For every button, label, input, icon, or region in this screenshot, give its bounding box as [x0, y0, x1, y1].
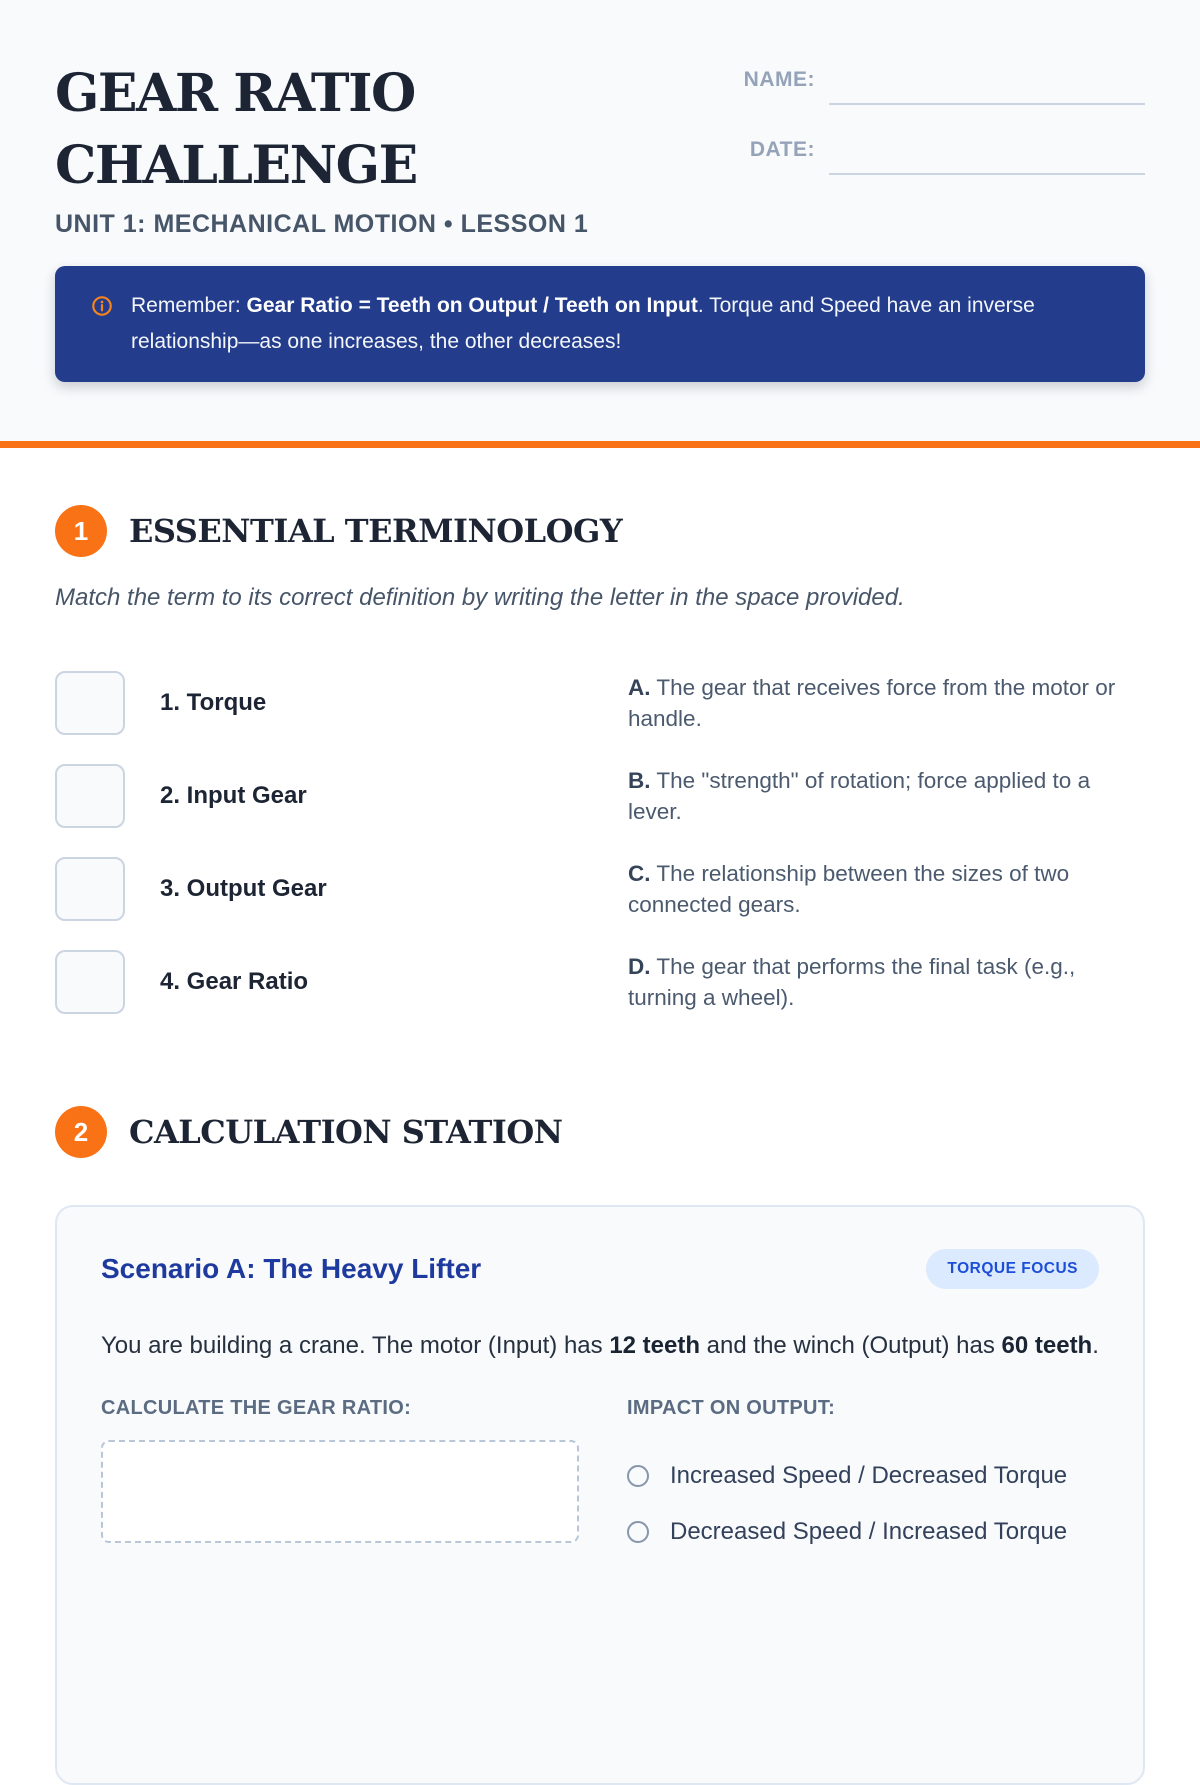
section-2-header	[55, 1106, 1145, 1158]
reminder-formula: Gear Ratio = Teeth on Output / Teeth on Input	[246, 294, 698, 317]
definition-letter: B.	[628, 767, 651, 793]
option-decreased-speed[interactable]: Decreased Speed / Increased Torque	[627, 1512, 1099, 1552]
name-date-block	[727, 58, 1145, 162]
date-label: DATE:	[749, 138, 815, 161]
info-icon	[91, 295, 113, 317]
name-input-line[interactable]	[829, 103, 1145, 105]
input-teeth-value: 12 teeth	[609, 1332, 701, 1359]
scenario-a-title: Scenario A: The Heavy Lifter	[101, 1253, 482, 1284]
section-1-instruction: Match the term to its correct definition by writing the letter in the space provided.	[55, 584, 905, 611]
worksheet-header	[0, 0, 1200, 441]
gear-ratio-answer-box[interactable]	[101, 1440, 579, 1543]
reminder-text: Remember: Gear Ratio = Teeth on Output / Teeth on Input. Torque and Speed have an inverse relationship—as one increases, the other decreases!	[131, 294, 1035, 353]
orange-divider	[0, 441, 1200, 448]
radio-icon[interactable]	[627, 1465, 649, 1487]
term-row-torque	[55, 671, 628, 735]
page-title-line1: GEAR RATIO	[55, 63, 415, 124]
definition-letter: C.	[628, 860, 651, 886]
answer-box-2[interactable]	[55, 764, 125, 828]
answer-box-3[interactable]	[55, 857, 125, 921]
scenario-a-card	[55, 1205, 1145, 1785]
page-title-line2: CHALLENGE	[55, 135, 417, 196]
calc-column	[101, 1397, 579, 1552]
section-2-title: CALCULATION STATION	[129, 1113, 563, 1151]
name-row	[727, 68, 1145, 92]
section-1-header	[55, 505, 1145, 557]
unit-lesson-subtitle: UNIT 1: MECHANICAL MOTION • LESSON 1	[55, 210, 589, 238]
radio-icon[interactable]	[627, 1521, 649, 1543]
definition-letter: D.	[628, 953, 651, 979]
definition-c: C. The relationship between the sizes of two connected gears.	[628, 860, 1070, 917]
term-row-input-gear	[55, 764, 628, 828]
page-title	[55, 58, 588, 202]
date-row	[727, 138, 1145, 162]
section-1-title: ESSENTIAL TERMINOLOGY	[129, 512, 623, 550]
definition-letter: A.	[628, 674, 651, 700]
calc-label: CALCULATE THE GEAR RATIO:	[101, 1397, 412, 1419]
impact-label: IMPACT ON OUTPUT:	[627, 1397, 836, 1419]
term-row-output-gear	[55, 857, 628, 921]
name-label: NAME:	[743, 68, 815, 91]
torque-focus-badge: TORQUE FOCUS	[926, 1249, 1099, 1289]
scenario-a-body: You are building a crane. The motor (Input) has 12 teeth and the winch (Output) has 60 teeth.	[101, 1332, 1099, 1359]
definition-d: D. The gear that performs the final task (e.g., turning a wheel).	[628, 953, 1076, 1010]
term-label: 1. Torque	[160, 688, 267, 716]
section-1-number-badge: 1	[55, 505, 107, 557]
output-teeth-value: 60 teeth	[1001, 1332, 1093, 1359]
answer-box-1[interactable]	[55, 671, 125, 735]
term-label: 4. Gear Ratio	[160, 967, 309, 995]
term-label: 2. Input Gear	[160, 781, 307, 809]
section-2-number-badge: 2	[55, 1106, 107, 1158]
matching-exercise	[55, 656, 1145, 1028]
option-increased-speed[interactable]: Increased Speed / Decreased Torque	[627, 1456, 1099, 1496]
impact-options	[627, 1456, 1099, 1552]
date-input-line[interactable]	[829, 173, 1145, 175]
term-row-gear-ratio	[55, 950, 628, 1014]
definition-a: A. The gear that receives force from the motor or handle.	[628, 674, 1116, 731]
answer-box-4[interactable]	[55, 950, 125, 1014]
definition-b: B. The "strength" of rotation; force applied to a lever.	[628, 767, 1091, 824]
impact-column	[627, 1397, 1099, 1552]
reminder-callout	[55, 266, 1145, 382]
term-label: 3. Output Gear	[160, 874, 327, 902]
title-block	[55, 58, 588, 239]
